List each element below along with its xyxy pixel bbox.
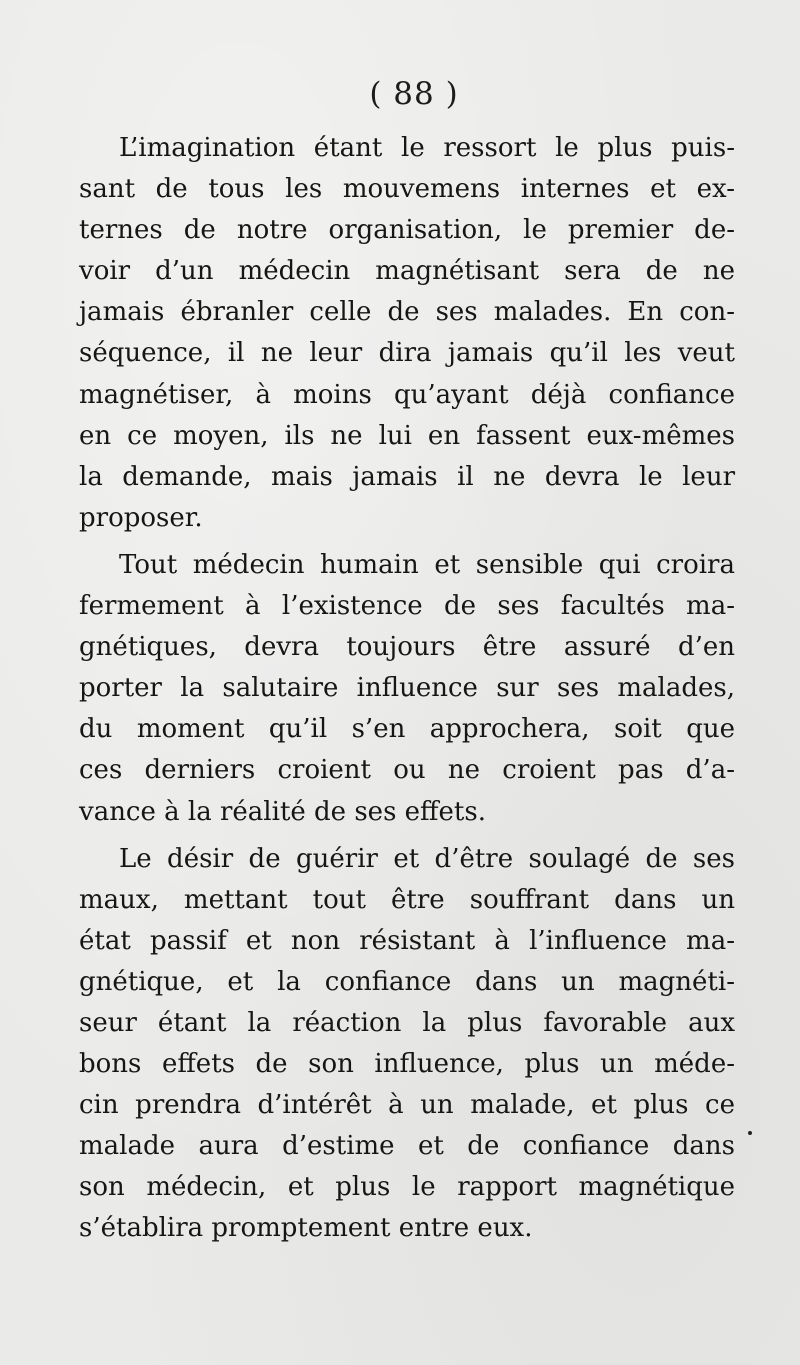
text-line: gnétiques, devra toujours être assuré d’en <box>79 632 735 663</box>
text-line: la demande, mais jamais il ne devra le leur <box>79 461 735 492</box>
text-line: état passif et non résistant à l’influence ma- <box>79 925 735 956</box>
text-line: en ce moyen, ils ne lui en fassent eux-mêmes <box>79 420 735 451</box>
text-line: s’établira promptement entre eux. <box>79 1213 533 1244</box>
text-line: séquence, il ne leur dira jamais qu’il les veut <box>79 338 735 369</box>
page-number: ( 88 ) <box>369 76 459 112</box>
text-line: fermement à l’existence de ses facultés ma- <box>79 591 735 622</box>
text-line: du moment qu’il s’en approchera, soit que <box>79 714 735 745</box>
text-line: voir d’un médecin magnétisant sera de ne <box>79 256 735 287</box>
text-line: L’imagination étant le ressort le plus puis- <box>119 133 735 163</box>
paragraph <box>79 128 735 539</box>
text-line: cin prendra d’intérêt à un malade, et plus ce <box>79 1090 735 1121</box>
text-line: proposer. <box>79 502 203 533</box>
text-line: ternes de notre organisation, le premier de- <box>79 215 735 246</box>
text-line: son médecin, et plus le rapport magnétique <box>79 1172 735 1203</box>
body-text <box>79 128 735 1256</box>
text-line: maux, mettant tout être souffrant dans un <box>79 884 735 915</box>
text-line: porter la salutaire influence sur ses malades, <box>79 673 735 704</box>
text-line: Tout médecin humain et sensible qui croira <box>119 549 735 580</box>
text-line: ces derniers croient ou ne croient pas d’a- <box>79 755 735 786</box>
text-line: gnétique, et la confiance dans un magnéti- <box>79 966 735 997</box>
paragraph <box>79 545 735 833</box>
text-line: malade aura d’estime et de confiance dans <box>79 1131 735 1162</box>
text-line: jamais ébranler celle de ses malades. En con- <box>79 297 735 328</box>
text-line: bons effets de son influence, plus un méde- <box>79 1049 735 1080</box>
text-line: Le désir de guérir et d’être soulagé de ses <box>119 843 735 874</box>
text-line: magnétiser, à moins qu’ayant déjà confiance <box>79 379 735 410</box>
text-line: vance à la réalité de ses effets. <box>79 796 486 827</box>
paragraph <box>79 839 735 1250</box>
ink-speck <box>748 1131 752 1135</box>
text-line: seur étant la réaction la plus favorable aux <box>79 1007 735 1038</box>
text-line: sant de tous les mouvemens internes et ex- <box>79 174 735 205</box>
